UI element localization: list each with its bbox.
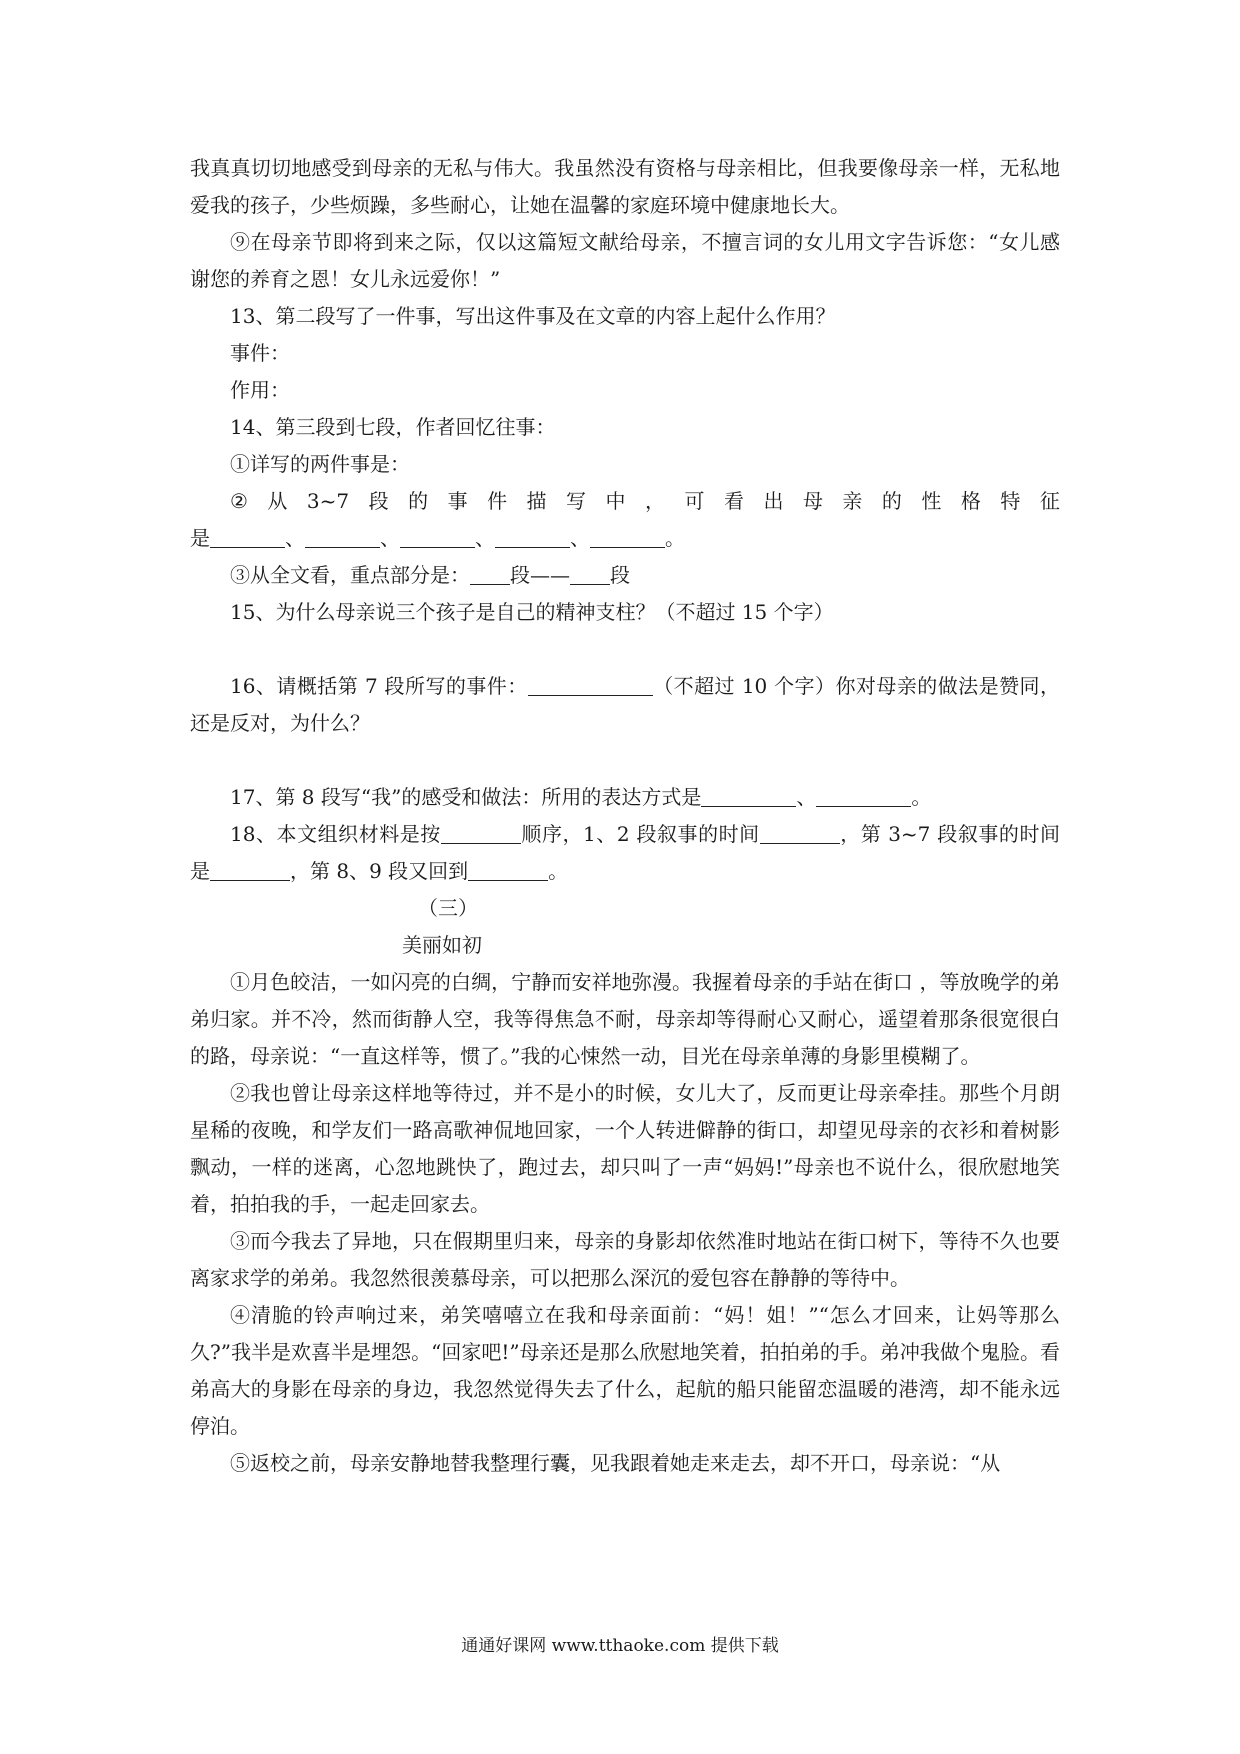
question-14-sub2 — [190, 483, 1060, 520]
q14-sub3-text: ③从全文看，重点部分是： — [230, 563, 470, 587]
q14-sub2-char: 征 — [1039, 489, 1060, 513]
answer-space[interactable] — [190, 742, 1060, 779]
q17-text: 17、第 8 段写“我”的感受和做法：所用的表达方式是 — [230, 785, 702, 809]
separator: 、 — [475, 526, 495, 550]
answer-blank[interactable] — [468, 858, 548, 881]
q14-sub2-char: 从 — [267, 489, 288, 513]
q14-sub2-char: 亲 — [842, 489, 863, 513]
answer-blank[interactable] — [590, 525, 665, 548]
story-paragraph-3: ③而今我去了异地，只在假期里归来，母亲的身影却依然准时地站在街口树下，等待不久也要离家求学的弟弟。我忽然很羡慕母亲，可以把那么深沉的爱包容在静静的等待中。 — [190, 1229, 1060, 1290]
story-paragraph-2: ②我也曾让母亲这样地等待过，并不是小的时候，女儿大了，反而更让母亲牵挂。那些个月朗星稀的夜晚，和学友们一路高歌神侃地回家，一个人转进僻静的街口，却望见母亲的衣衫和着树影飘动，一样的迷离，心忽地跳快了，跑过去，却只叫了一声“妈妈!”母亲也不说什么，很欣慰地笑着，拍拍我的手，一起走回家去。 — [190, 1081, 1060, 1216]
separator: 、 — [285, 526, 305, 550]
document-body — [190, 150, 1060, 1482]
q14-sub2-char: 性 — [921, 489, 942, 513]
q14-sub2-char: 出 — [763, 489, 784, 513]
q14-sub2-char: 特 — [1000, 489, 1021, 513]
separator: 、 — [380, 526, 400, 550]
q14-sub3-end: 段 — [610, 563, 630, 587]
question-13-event: 事件： — [230, 341, 290, 365]
story-paragraph-5: ⑤返校之前，母亲安静地替我整理行囊，见我跟着她走来走去，却不开口，母亲说：“从 — [230, 1451, 1001, 1475]
answer-blank[interactable] — [701, 784, 796, 807]
paragraph-8-end: 我真真切切地感受到母亲的无私与伟大。我虽然没有资格与母亲相比，但我要像母亲一样，无私地爱我的孩子，少些烦躁，多些耐心，让她在温馨的家庭环境中健康地长大。 — [190, 156, 1060, 217]
q16-text: 16、请概括第 7 段所写的事件： — [230, 674, 528, 698]
q14-sub2-char: 事 — [447, 489, 468, 513]
q14-sub2-char: 描 — [526, 489, 547, 513]
answer-blank[interactable] — [400, 525, 475, 548]
q18-text: 顺序，1、2 段叙事的时间 — [520, 822, 760, 846]
section-number: （三） — [418, 896, 478, 920]
question-13-effect: 作用： — [230, 378, 290, 402]
question-15: 15、为什么母亲说三个孩子是自己的精神支柱？（不超过 15 个字） — [230, 600, 834, 624]
q14-shi: 是 — [190, 526, 210, 550]
question-14-sub1: ①详写的两件事是： — [230, 452, 410, 476]
q14-sub2-char: 的 — [881, 489, 902, 513]
answer-blank[interactable] — [441, 821, 521, 844]
answer-space[interactable] — [190, 631, 1060, 668]
period: 。 — [665, 526, 685, 550]
answer-blank[interactable] — [210, 525, 285, 548]
q14-sub2-char: 母 — [802, 489, 823, 513]
question-14: 14、第三段到七段，作者回忆往事： — [230, 415, 556, 439]
answer-blank[interactable] — [210, 858, 290, 881]
answer-blank[interactable] — [760, 821, 840, 844]
answer-blank[interactable] — [570, 562, 610, 585]
q14-sub2-char: 可 — [684, 489, 705, 513]
q14-sub2-char: 的 — [408, 489, 429, 513]
separator: 、 — [796, 785, 817, 809]
answer-blank[interactable] — [528, 673, 653, 696]
paragraph-9: ⑨在母亲节即将到来之际，仅以这篇短文献给母亲，不擅言词的女儿用文字告诉您：“女儿感谢您的养育之恩！女儿永远爱你！” — [190, 230, 1060, 291]
section-title: 美丽如初 — [402, 933, 482, 957]
q18-text: 18、本文组织材料是按 — [230, 822, 441, 846]
story-paragraph-4: ④清脆的铃声响过来，弟笑嘻嘻立在我和母亲面前：“妈！姐！”“怎么才回来，让妈等那么久?”我半是欢喜半是埋怨。“回家吧!”母亲还是那么欣慰地笑着，拍拍弟的手。弟冲我做个鬼脸。看弟高大的身影在母亲的身边，我忽然觉得失去了什么，起航的船只能留恋温暖的港湾，却不能永远停泊。 — [190, 1303, 1060, 1438]
question-17 — [190, 779, 1060, 816]
question-16 — [190, 668, 1060, 742]
question-13: 13、第二段写了一件事，写出这件事及在文章的内容上起什么作用？ — [230, 304, 836, 328]
q14-sub2-char: 3~7 — [306, 489, 350, 513]
q16-text-rest: （不超过 10 个字）你对母亲的做法是赞同，还是反对，为什么？ — [190, 674, 1061, 735]
answer-blank[interactable] — [495, 525, 570, 548]
q18-text: ，第 3~7 段叙事的时间是 — [190, 822, 1061, 883]
page-footer: 通通好课网 www.tthaoke.com 提供下载 — [461, 1636, 779, 1656]
q14-sub2-char: ， — [645, 489, 665, 513]
story-paragraph-1: ①月色皎洁，一如闪亮的白绸，宁静而安祥地弥漫。我握着母亲的手站在街口 ，等放晚学的弟弟归家。并不冷，然而街静人空，我等得焦急不耐，母亲却等得耐心又耐心，遥望着那条很宽很白的路，母亲说：“一直这样等，惯了。”我的心悚然一动，目光在母亲单薄的身影里模糊了。 — [190, 970, 1060, 1068]
answer-blank[interactable] — [816, 784, 911, 807]
question-18 — [190, 816, 1060, 890]
q14-sub2-char: 中 — [605, 489, 626, 513]
question-14-sub3 — [190, 557, 1060, 594]
answer-blank[interactable] — [305, 525, 380, 548]
q14-sub2-char: ② — [230, 489, 248, 513]
period: 。 — [548, 859, 569, 883]
q14-sub2-char: 件 — [487, 489, 508, 513]
q18-text: ，第 8、9 段又回到 — [290, 859, 469, 883]
q14-sub2-char: 写 — [566, 489, 587, 513]
period: 。 — [911, 785, 932, 809]
q14-sub3-mid: 段—— — [510, 563, 570, 587]
separator: 、 — [570, 526, 590, 550]
q14-sub2-char: 段 — [368, 489, 389, 513]
question-14-sub2-blanks — [190, 520, 1060, 557]
q14-sub2-char: 看 — [723, 489, 744, 513]
answer-blank[interactable] — [470, 562, 510, 585]
q14-sub2-char: 格 — [960, 489, 981, 513]
